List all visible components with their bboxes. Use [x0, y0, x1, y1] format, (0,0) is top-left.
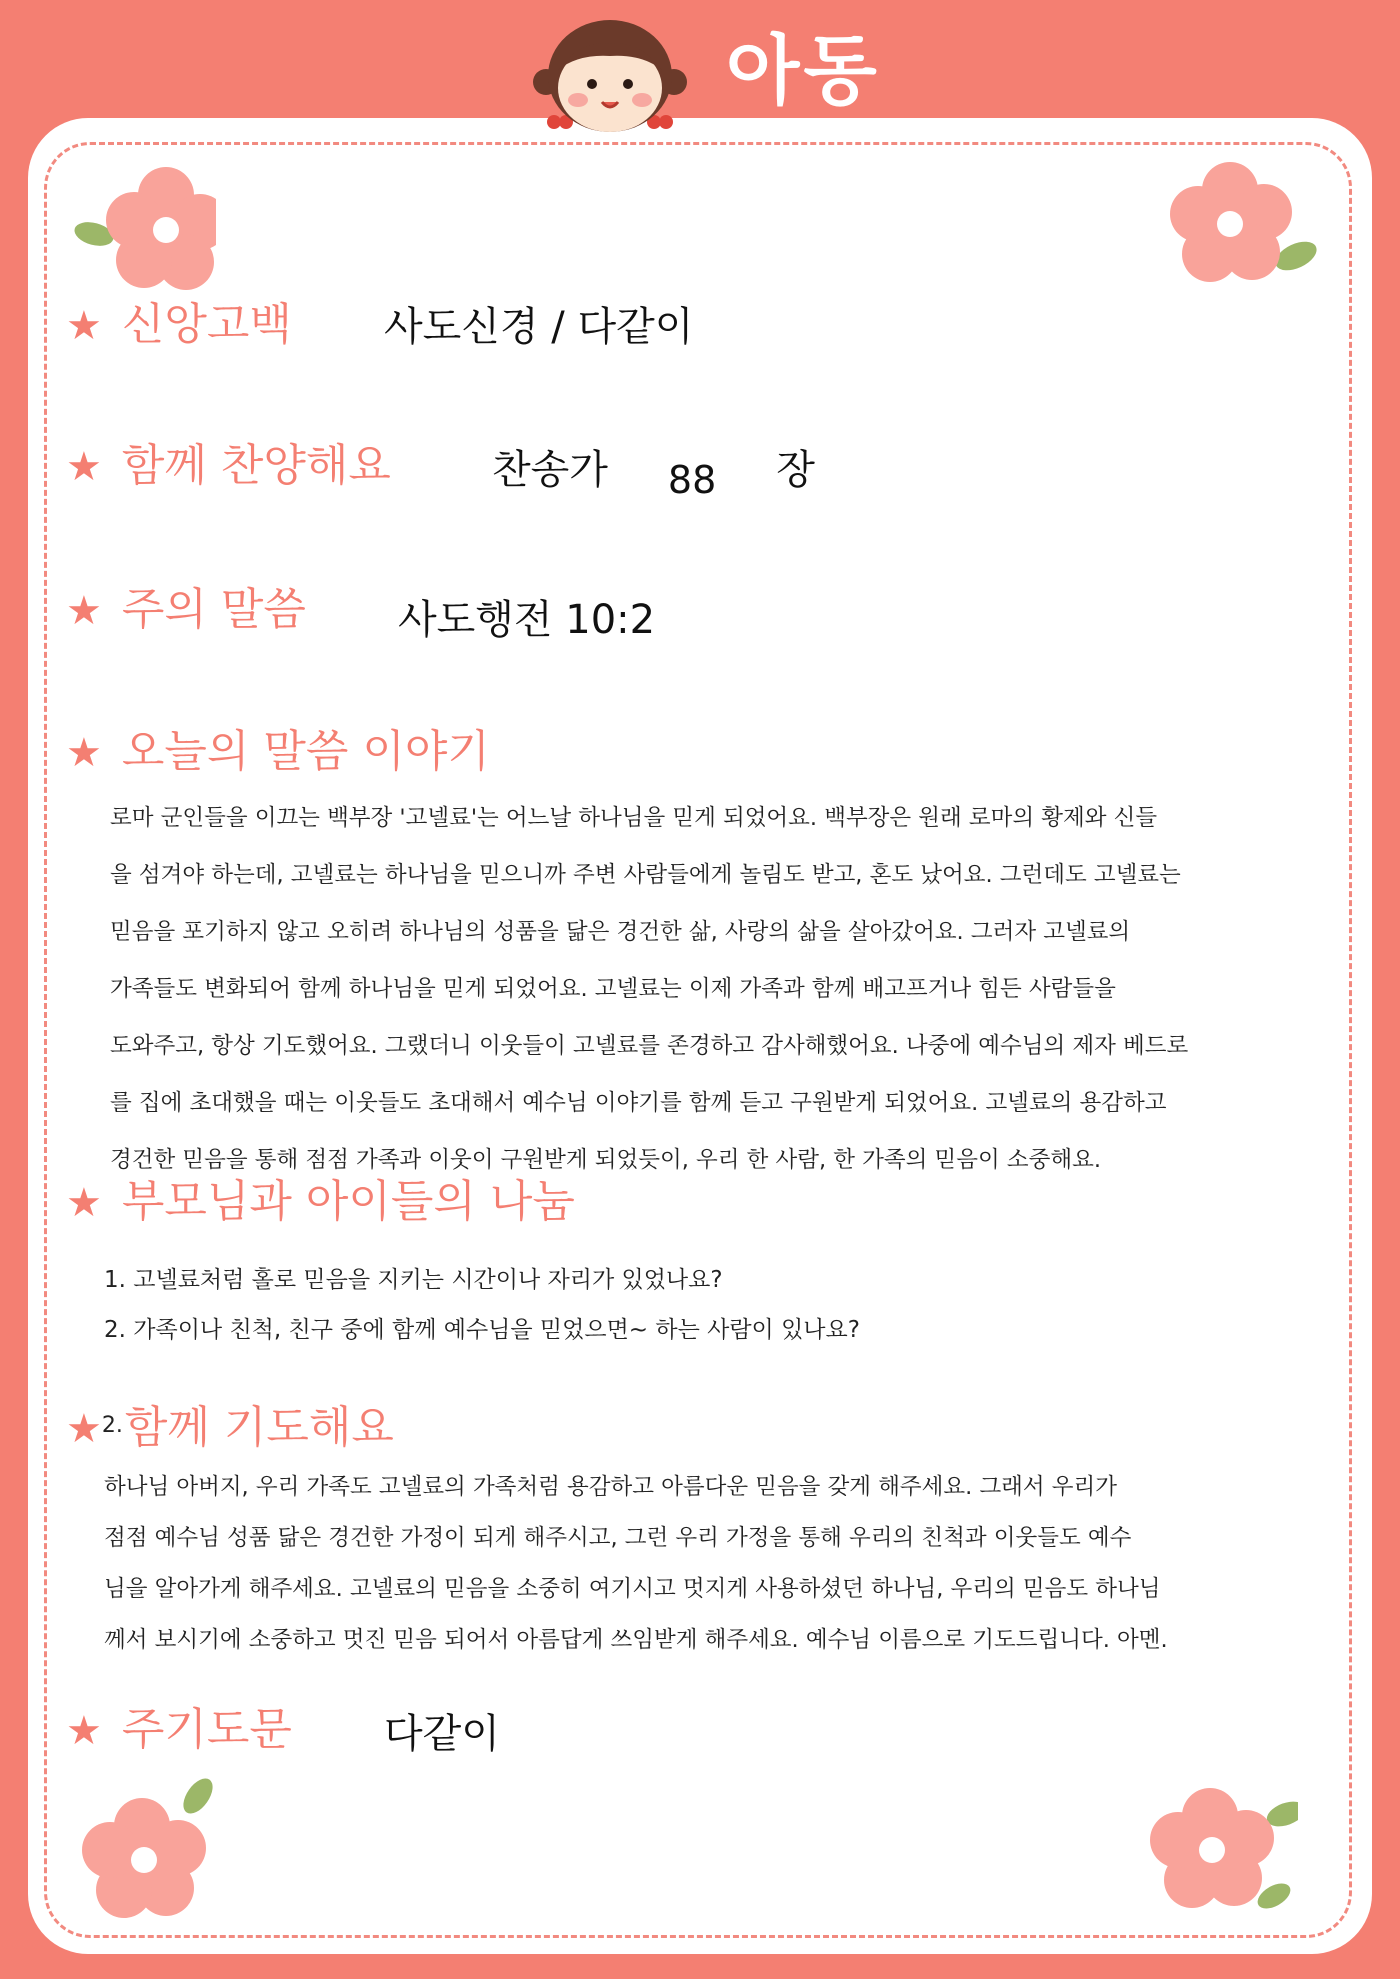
flower-icon	[66, 150, 216, 300]
star-icon: ★	[66, 1180, 102, 1226]
hymnal-label: 찬송가	[492, 447, 608, 493]
lords-prayer-heading: ★ 주기도문	[66, 1704, 292, 1755]
share-heading: ★ 부모님과 아이들의 나눔	[66, 1176, 575, 1227]
prayer-marker: 2.	[101, 1413, 123, 1438]
flower-icon	[1168, 150, 1318, 300]
verse-heading: ★ 주의 말씀	[66, 584, 306, 635]
flower-icon	[1148, 1770, 1298, 1920]
star-icon: ★	[66, 730, 102, 776]
star-icon: ★	[66, 303, 102, 349]
creed-value: 사도신경 / 다같이	[384, 304, 694, 350]
story-heading: ★ 오늘의 말씀 이야기	[66, 726, 490, 777]
hymn-reference	[492, 440, 815, 500]
page-title: 아동	[726, 26, 881, 115]
verse-reference: 사도행전 10:2	[398, 597, 656, 643]
creed-heading: ★ 신앙고백	[66, 299, 292, 350]
girl-mascot-icon	[530, 10, 690, 140]
lords-prayer-value: 다같이	[384, 1711, 500, 1757]
hymn-unit: 장	[776, 447, 815, 493]
star-icon: ★	[66, 1708, 102, 1754]
flower-icon	[80, 1770, 230, 1920]
hymn-number: 88	[667, 458, 717, 502]
star-icon: ★	[66, 588, 102, 634]
prayer-heading: ★2.함께 기도해요	[66, 1402, 394, 1453]
star-icon: ★	[66, 444, 102, 490]
praise-heading: ★ 함께 찬양해요	[66, 440, 391, 491]
star-icon: ★	[66, 1406, 102, 1452]
